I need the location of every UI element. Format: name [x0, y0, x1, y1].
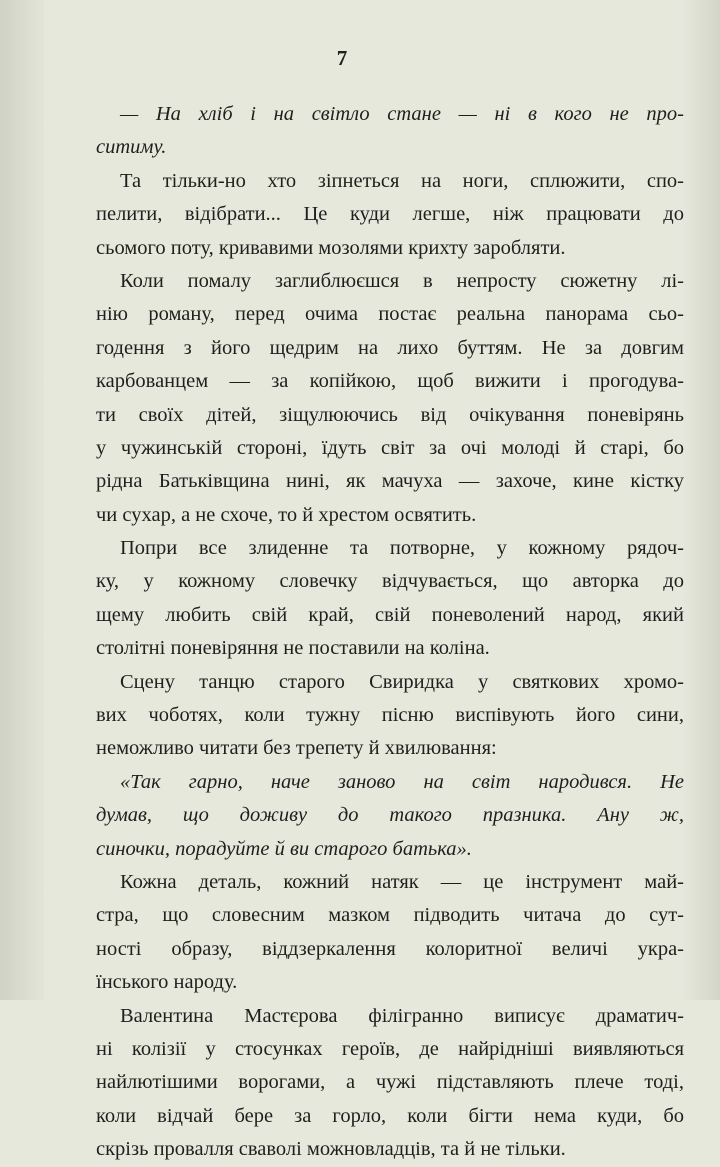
text-line: — На хліб і на світло стане — ні в кого не про-: [120, 103, 684, 125]
text-line: вих чоботях, коли тужну пісню виспівують його сини,: [96, 704, 684, 727]
text-line: Та тільки-но хто зіпнеться на ноги, сплюжити, спо-: [120, 169, 684, 192]
text-line: Кожна деталь, кожний натяк — це інструмент май-: [120, 870, 684, 893]
text-line: синочки, порадуйте й ви старого батька».: [96, 837, 472, 860]
text-line: чи сухар, а не схоче, то й хрестом освятить.: [96, 503, 477, 526]
paragraph: [96, 1000, 684, 1167]
text-line: Коли помалу заглиблюєшся в непросту сюжетну лі-: [120, 269, 684, 292]
text-line: «Так гарно, наче заново на світ народився. Не: [120, 770, 684, 793]
paragraph: [96, 165, 684, 265]
paragraph: [96, 666, 684, 766]
text-line: пелити, відібрати... Це куди легше, ніж працювати до: [96, 203, 684, 226]
body-text: [96, 98, 684, 1167]
text-line: у чужинській стороні, їдуть світ за очі молоді й старі, бо: [96, 436, 684, 459]
paragraph: [96, 98, 684, 165]
text-line: Попри все злиденне та потворне, у кожному рядоч-: [120, 537, 684, 560]
text-line: годення з його щедрим на лихо буттям. Не за довгим: [96, 336, 684, 359]
paragraph: [96, 532, 684, 666]
scan-edge-right: [680, 0, 720, 1000]
text-line: стра, що словесним мазком підводить читача до сут-: [96, 904, 684, 927]
text-line: Сцену танцю старого Свиридка у святкових хромо-: [120, 670, 684, 693]
text-line: карбованцем — за копійкою, щоб вижити і прогодува-: [96, 370, 684, 393]
text-line: рідна Батьківщина нині, як мачуха — захоче, кине кістку: [96, 470, 684, 493]
text-line: нію роману, перед очима постає реальна панорама сьо-: [96, 303, 684, 326]
text-line: ності образу, віддзеркалення колоритної величі укра-: [96, 937, 684, 960]
text-line: ку, у кожному словечку відчувається, що авторка до: [96, 570, 684, 593]
text-line: неможливо читати без трепету й хвилювання:: [96, 737, 497, 760]
text-line: ти своїх дітей, зіщулюючись від очікування поневірянь: [96, 403, 684, 426]
paragraph: [96, 766, 684, 866]
paragraph: [96, 265, 684, 532]
text-line: столітні поневіряння не поставили на коліна.: [96, 637, 490, 660]
text-line: думав, що доживу до такого празника. Ану ж,: [96, 804, 684, 827]
text-line: щему любить свій край, свій поневолений народ, який: [96, 603, 684, 626]
text-line: ні колізії у стосунках героїв, де найрідніші виявляються: [96, 1037, 684, 1060]
scan-edge-left: [0, 0, 44, 1000]
text-line: найлютішими ворогами, а чужі підставляють плече тоді,: [96, 1071, 684, 1094]
text-line: скрізь провалля сваволі можновладців, та й не тільки.: [96, 1138, 566, 1161]
text-line: сьомого поту, кривавими мозолями крихту заробляти.: [96, 236, 566, 259]
page-number: 7: [336, 46, 348, 70]
text-line: їнського народу.: [96, 971, 238, 994]
paragraph: [96, 866, 684, 1000]
text-line: ситиму.: [96, 136, 167, 159]
text-line: Валентина Мастєрова філігранно виписує драматич-: [120, 1004, 684, 1027]
text-line: коли відчай бере за горло, коли бігти нема куди, бо: [96, 1104, 684, 1127]
